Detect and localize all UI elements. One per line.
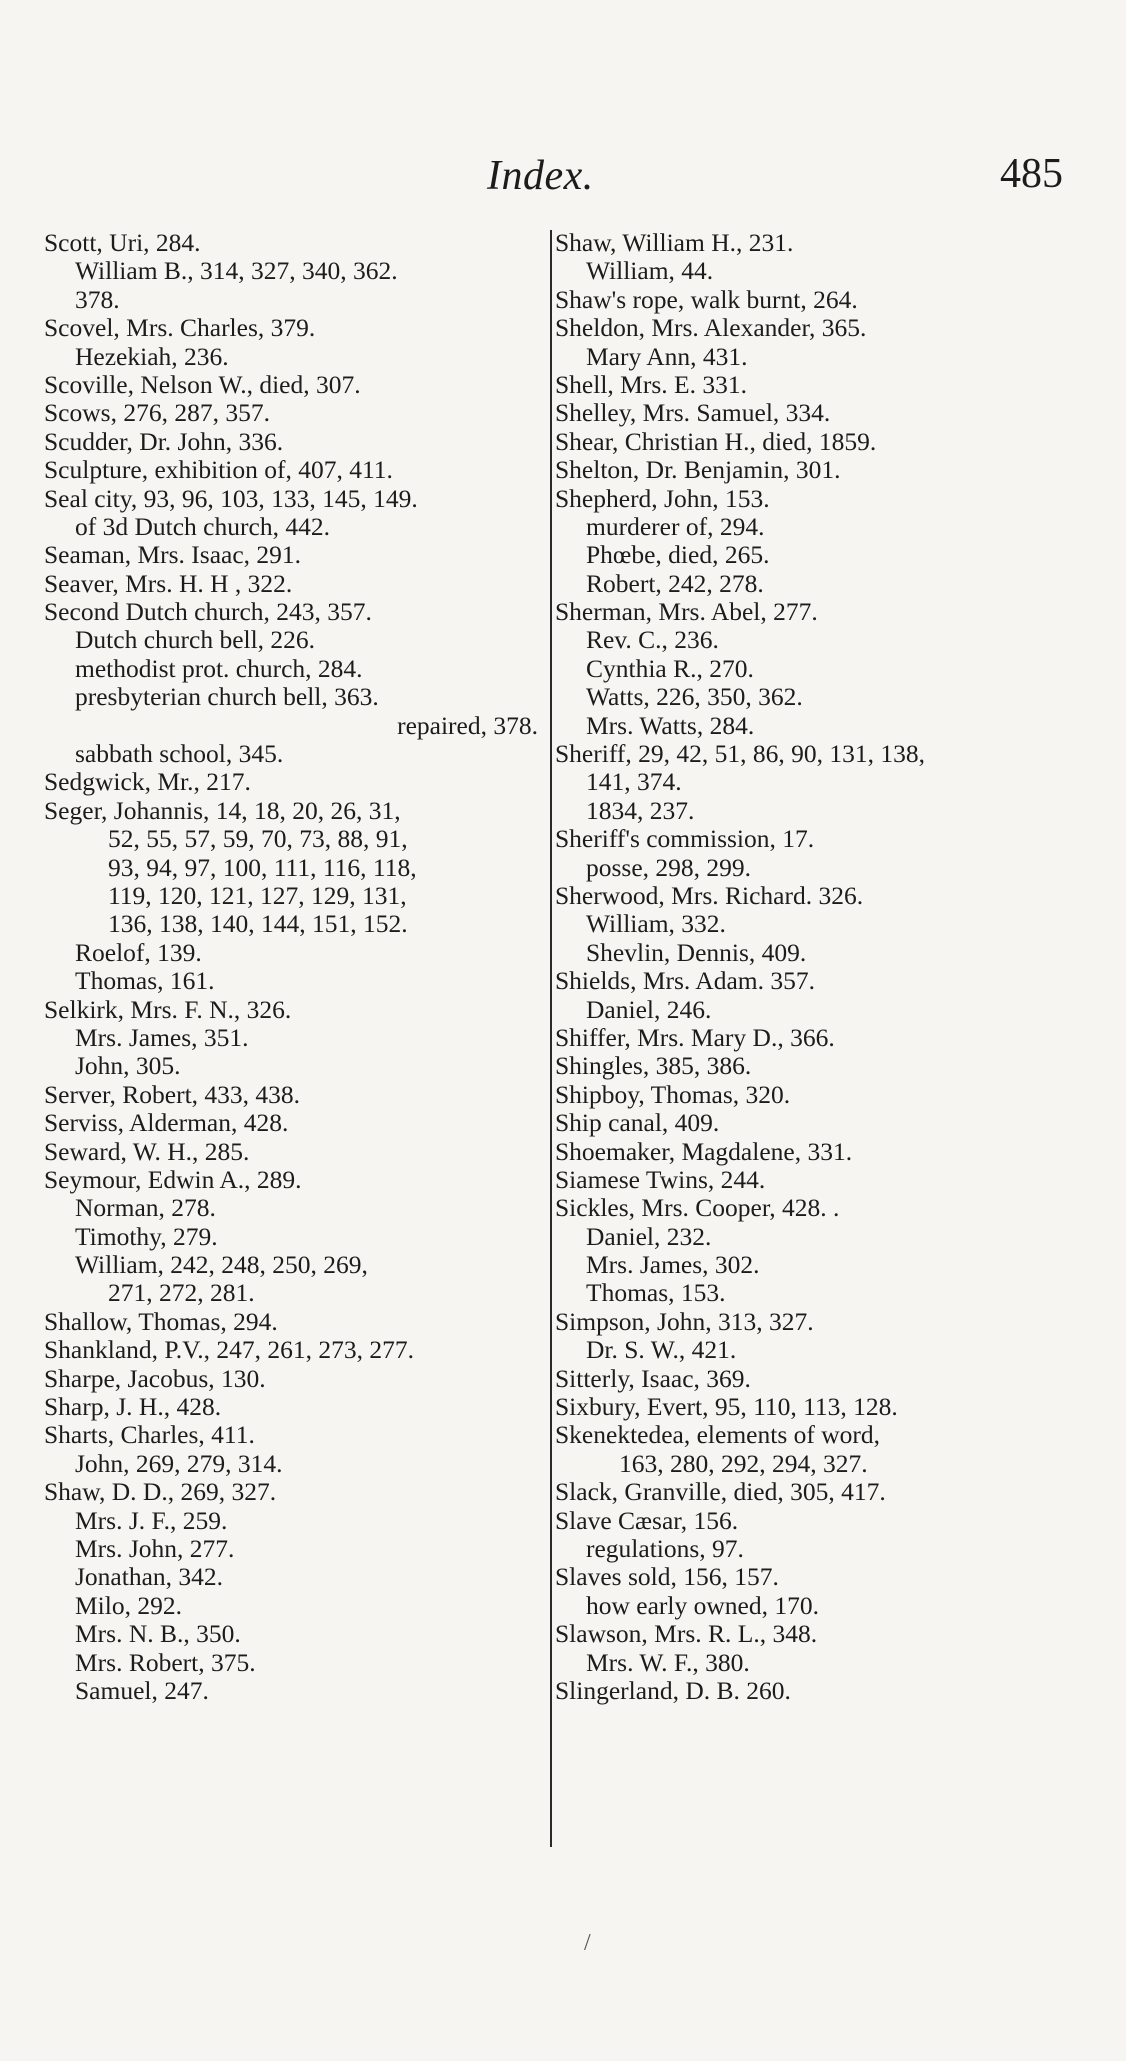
index-entry: 136, 138, 140, 144, 151, 152. (108, 909, 408, 939)
index-entry: repaired, 378. (397, 710, 538, 740)
index-entry: Selkirk, Mrs. F. N., 326. (44, 994, 292, 1024)
index-entry: 141, 374. (586, 767, 682, 797)
index-entry: Mrs. John, 277. (75, 1533, 235, 1563)
index-entry: Phœbe, died, 265. (586, 540, 770, 570)
index-entry: sabbath school, 345. (75, 739, 284, 769)
index-entry: Seger, Johannis, 14, 18, 20, 26, 31, (44, 795, 401, 825)
index-entry: murderer of, 294. (586, 511, 765, 541)
index-entry: Shevlin, Dennis, 409. (586, 937, 807, 967)
index-entry: Scovel, Mrs. Charles, 379. (44, 313, 316, 343)
index-entry: Thomas, 153. (586, 1278, 726, 1308)
index-entry: Dutch church bell, 226. (75, 625, 316, 655)
index-entry: John, 269, 279, 314. (75, 1448, 283, 1478)
index-entry: presbyterian church bell, 363. (75, 682, 379, 712)
index-entry: Dr. S. W., 421. (586, 1335, 737, 1365)
index-entry: Shallow, Thomas, 294. (44, 1306, 278, 1336)
index-entry: 1834, 237. (586, 795, 695, 825)
index-entry: Siamese Twins, 244. (555, 1164, 766, 1194)
index-entry: Second Dutch church, 243, 357. (44, 597, 372, 627)
index-entry: Shelley, Mrs. Samuel, 334. (555, 398, 831, 428)
index-entry: Seward, W. H., 285. (44, 1136, 250, 1166)
index-entry: William, 44. (586, 256, 714, 286)
index-entry: 52, 55, 57, 59, 70, 73, 88, 91, (108, 824, 408, 854)
index-entry: Seaman, Mrs. Isaac, 291. (44, 540, 302, 570)
index-entry: Ship canal, 409. (555, 1108, 720, 1138)
index-entry: Sherman, Mrs. Abel, 277. (555, 597, 818, 627)
index-entry: Slaves sold, 156, 157. (555, 1562, 779, 1592)
index-entry: Simpson, John, 313, 327. (555, 1306, 814, 1336)
index-entry: Sickles, Mrs. Cooper, 428. . (555, 1193, 840, 1223)
index-entry: Scows, 276, 287, 357. (44, 398, 270, 428)
index-entry: how early owned, 170. (586, 1590, 819, 1620)
index-entry: Daniel, 232. (586, 1221, 712, 1251)
running-head-title: Index. (487, 153, 594, 199)
index-entry: Mrs. W. F., 380. (586, 1647, 750, 1677)
index-entry: Mrs. James, 302. (586, 1250, 760, 1280)
index-entry: Scott, Uri, 284. (44, 228, 201, 257)
index-entry: Mrs. J. F., 259. (75, 1505, 228, 1535)
index-entry: 378. (75, 284, 120, 314)
index-entry: posse, 298, 299. (586, 852, 752, 882)
index-entry: Slawson, Mrs. R. L., 348. (555, 1619, 818, 1649)
index-entry: Shaw's rope, walk burnt, 264. (555, 284, 858, 314)
index-entry: Norman, 278. (75, 1193, 216, 1223)
index-entry: 93, 94, 97, 100, 111, 116, 118, (108, 852, 417, 882)
index-entry: Shaw, William H., 231. (555, 228, 794, 257)
index-entry: Timothy, 279. (75, 1221, 218, 1251)
index-entry: Server, Robert, 433, 438. (44, 1079, 301, 1109)
index-entry: Shields, Mrs. Adam. 357. (555, 966, 815, 996)
index-entry: Sculpture, exhibition of, 407, 411. (44, 455, 393, 485)
index-entry: Seal city, 93, 96, 103, 133, 145, 149. (44, 483, 418, 513)
index-entry: Thomas, 161. (75, 966, 215, 996)
index-entry: Daniel, 246. (586, 994, 712, 1024)
index-entry: Sixbury, Evert, 95, 110, 113, 128. (555, 1392, 898, 1422)
index-entry: Sitterly, Isaac, 369. (555, 1363, 751, 1393)
index-entry: Mrs. N. B., 350. (75, 1619, 241, 1649)
index-entry: Robert, 242, 278. (586, 568, 764, 598)
index-entry: Sheriff's commission, 17. (555, 824, 815, 854)
stray-mark: / (584, 1930, 591, 1956)
index-entry: Shepherd, John, 153. (555, 483, 770, 513)
index-entry: Mrs. James, 351. (75, 1022, 249, 1052)
index-entry: Samuel, 247. (75, 1675, 209, 1705)
index-entry: Shipboy, Thomas, 320. (555, 1079, 791, 1109)
index-entry: Shaw, D. D., 269, 327. (44, 1477, 277, 1507)
index-entry: methodist prot. church, 284. (75, 653, 363, 683)
index-entry: Sharp, J. H., 428. (44, 1392, 222, 1422)
index-column-right (555, 229, 1115, 1705)
index-entry: Shelton, Dr. Benjamin, 301. (555, 455, 841, 485)
index-entry: William, 242, 248, 250, 269, (75, 1250, 368, 1280)
index-entry: Serviss, Alderman, 428. (44, 1108, 289, 1138)
index-entry: Shingles, 385, 386. (555, 1051, 752, 1081)
index-entry: William, 332. (586, 909, 726, 939)
index-entry: Rev. C., 236. (586, 625, 719, 655)
index-entry: Sharts, Charles, 411. (44, 1420, 255, 1450)
index-entry: 119, 120, 121, 127, 129, 131, (108, 880, 407, 910)
index-entry: Mary Ann, 431. (586, 341, 748, 371)
page-number: 485 (1000, 151, 1063, 197)
index-entry: John, 305. (75, 1051, 181, 1081)
index-entry: Seymour, Edwin A., 289. (44, 1164, 302, 1194)
index-entry: Shear, Christian H., died, 1859. (555, 426, 877, 456)
index-entry: William B., 314, 327, 340, 362. (75, 256, 398, 286)
index-entry: Scudder, Dr. John, 336. (44, 426, 284, 456)
index-entry: 271, 272, 281. (108, 1278, 255, 1308)
index-entry: regulations, 97. (586, 1533, 744, 1563)
index-entry: Shankland, P.V., 247, 261, 273, 277. (44, 1335, 415, 1365)
index-entry: Mrs. Robert, 375. (75, 1647, 256, 1677)
index-entry: Mrs. Watts, 284. (586, 710, 755, 740)
index-entry: Shell, Mrs. E. 331. (555, 369, 747, 399)
index-entry: Hezekiah, 236. (75, 341, 229, 371)
index-entry: Roelof, 139. (75, 937, 202, 967)
index-entry: Sharpe, Jacobus, 130. (44, 1363, 266, 1393)
index-entry: Slingerland, D. B. 260. (555, 1675, 791, 1705)
index-entry: Jonathan, 342. (75, 1562, 224, 1592)
index-entry: 163, 280, 292, 294, 327. (619, 1448, 868, 1478)
index-entry: Watts, 226, 350, 362. (586, 682, 803, 712)
index-entry: Cynthia R., 270. (586, 653, 754, 683)
index-entry: Seaver, Mrs. H. H , 322. (44, 568, 293, 598)
index-entry: Sherwood, Mrs. Richard. 326. (555, 880, 864, 910)
index-entry: Milo, 292. (75, 1590, 182, 1620)
index-entry: Shiffer, Mrs. Mary D., 366. (555, 1022, 835, 1052)
index-entry: Skenektedea, elements of word, (555, 1420, 881, 1450)
index-entry: Sheldon, Mrs. Alexander, 365. (555, 313, 867, 343)
index-column-left (44, 229, 548, 1705)
index-entry: Sheriff, 29, 42, 51, 86, 90, 131, 138, (555, 739, 925, 769)
column-divider (550, 230, 552, 1847)
index-entry: of 3d Dutch church, 442. (75, 511, 330, 541)
index-entry: Sedgwick, Mr., 217. (44, 767, 251, 797)
index-entry: Scoville, Nelson W., died, 307. (44, 369, 361, 399)
index-entry: Slack, Granville, died, 305, 417. (555, 1477, 886, 1507)
index-entry: Shoemaker, Magdalene, 331. (555, 1136, 853, 1166)
index-entry: Slave Cæsar, 156. (555, 1505, 739, 1535)
